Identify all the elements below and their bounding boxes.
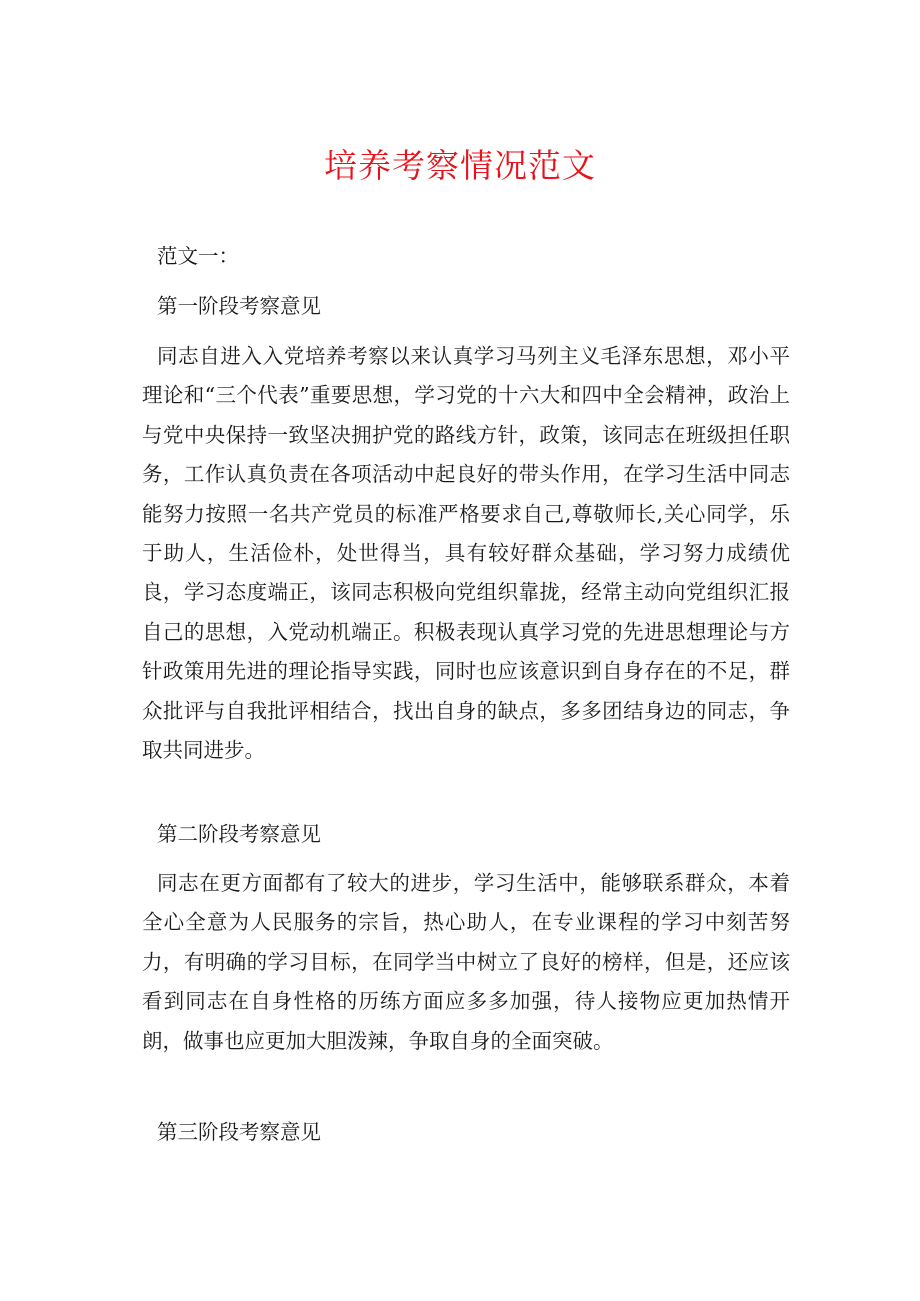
stage-2-paragraph: 同志在更方面都有了较大的进步，学习生活中，能够联系群众，本着全心全意为人民服务的宗旨，热心助人，在专业课程的学习中刻苦努力，有明确的学习目标，在同学当中树立了良好的榜样，但是，还应该看到同志在自身性格的历练方面应多多加强，待人接物应更加热情开朗，做事也应更加大胆泼辣，争取自身的全面突破。 xyxy=(142,871,790,1053)
document-title: 培养考察情况范文 xyxy=(324,146,596,185)
stage-3-heading: 第三阶段考察意见 xyxy=(157,1120,321,1144)
stage-2-heading: 第二阶段考察意见 xyxy=(157,822,321,846)
stage-1-heading: 第一阶段考察意见 xyxy=(157,294,321,318)
sample-label: 范文一： xyxy=(157,244,239,268)
stage-1-paragraph: 同志自进入入党培养考察以来认真学习马列主义毛泽东思想，邓小平理论和“三个代表”重要思想，学习党的十六大和四中全会精神，政治上与党中央保持一致坚决拥护党的路线方针，政策，该同志在班级担任职务，工作认真负责在各项活动中起良好的带头作用，在学习生活中同志能努力按照一名共产党员的标准严格要求自己,尊敬师长,关心同学，乐于助人，生活俭朴，处世得当，具有较好群众基础，学习努力成绩优良，学习态度端正，该同志积极向党组织靠拢，经常主动向党组织汇报自己的思想，入党动机端正。积极表现认真学习党的先进思想理论与方针政策用先进的理论指导实践，同时也应该意识到自身存在的不足，群众批评与自我批评相结合，找出自身的缺点，多多团结身边的同志，争取共同进步。 xyxy=(142,344,790,763)
